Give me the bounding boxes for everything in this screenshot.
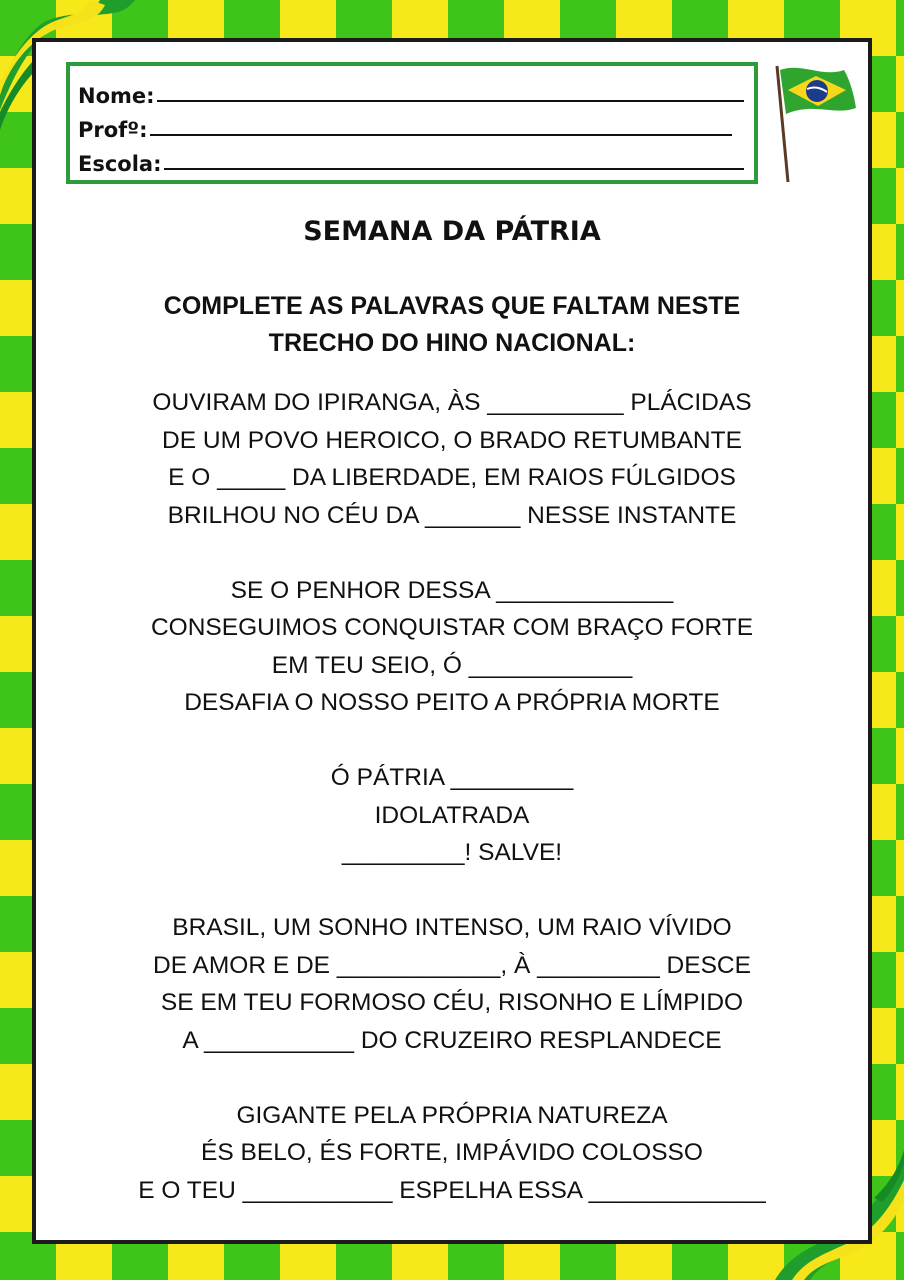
name-label: Nome: xyxy=(78,84,155,108)
teacher-line[interactable] xyxy=(150,134,732,136)
instructions xyxy=(36,288,868,362)
school-label: Escola: xyxy=(78,152,162,176)
verse-line: DESAFIA O NOSSO PEITO A PRÓPRIA MORTE xyxy=(184,689,720,716)
stanza xyxy=(36,572,868,722)
stanza xyxy=(36,909,868,1059)
anthem-excerpt xyxy=(36,384,868,1247)
verse-line: IDOLATRADA xyxy=(374,801,530,829)
verse-line: ÉS BELO, ÉS FORTE, IMPÁVIDO COLOSSO xyxy=(201,1139,703,1166)
brazil-flag-icon xyxy=(772,60,862,184)
name-field[interactable] xyxy=(78,74,744,108)
stanza xyxy=(36,759,868,872)
checker-square xyxy=(896,1064,904,1120)
checker-square xyxy=(896,448,904,504)
checker-square xyxy=(896,672,904,728)
checker-square xyxy=(896,0,904,56)
stanza xyxy=(36,384,868,534)
verse-line: _________! SALVE! xyxy=(341,839,563,866)
instructions-line: COMPLETE AS PALAVRAS QUE FALTAM NESTE xyxy=(163,292,741,320)
teacher-label: Profº: xyxy=(78,118,148,142)
checker-square xyxy=(896,784,904,840)
checker-square xyxy=(896,728,904,784)
school-field[interactable] xyxy=(78,142,744,176)
stanza xyxy=(36,1097,868,1210)
student-info-box xyxy=(66,62,758,184)
checker-square xyxy=(896,840,904,896)
verse-line: OUVIRAM DO IPIRANGA, ÀS __________ PLÁCIDAS xyxy=(152,389,752,416)
verse-line: SE O PENHOR DESSA _____________ xyxy=(230,576,674,604)
checker-square xyxy=(896,896,904,952)
checker-square xyxy=(896,392,904,448)
verse-line: GIGANTE PELA PRÓPRIA NATUREZA xyxy=(236,1101,668,1129)
verse-line: BRASIL, UM SONHO INTENSO, UM RAIO VÍVIDO xyxy=(172,914,732,941)
checker-square xyxy=(896,616,904,672)
name-line[interactable] xyxy=(157,100,744,102)
verse-line: E O TEU ___________ ESPELHA ESSA _____________ xyxy=(138,1176,766,1204)
verse-line: E O _____ DA LIBERDADE, EM RAIOS FÚLGIDOS xyxy=(168,464,736,491)
checker-square xyxy=(896,224,904,280)
verse-line: DE UM POVO HEROICO, O BRADO RETUMBANTE xyxy=(162,426,742,454)
verse-line: A ___________ DO CRUZEIRO RESPLANDECE xyxy=(182,1026,722,1054)
verse-line: Ó PÁTRIA _________ xyxy=(330,764,574,791)
verse-line: SE EM TEU FORMOSO CÉU, RISONHO E LÍMPIDO xyxy=(160,989,744,1016)
verse-line: CONSEGUIMOS CONQUISTAR COM BRAÇO FORTE xyxy=(150,614,754,641)
checker-square xyxy=(896,952,904,1008)
checker-square xyxy=(896,56,904,112)
checker-square xyxy=(896,1008,904,1064)
checker-square xyxy=(896,336,904,392)
checker-square xyxy=(896,504,904,560)
checker-square xyxy=(896,560,904,616)
verse-line: EM TEU SEIO, Ó ____________ xyxy=(271,651,633,679)
teacher-field[interactable] xyxy=(78,108,744,142)
page-title: SEMANA DA PÁTRIA xyxy=(303,216,601,247)
checker-square xyxy=(896,280,904,336)
verse-line: BRILHOU NO CÉU DA _______ NESSE INSTANTE xyxy=(167,501,737,529)
school-line[interactable] xyxy=(164,168,745,170)
checker-square xyxy=(896,168,904,224)
verse-line: DE AMOR E DE ____________, À _________ DESCE xyxy=(153,951,751,979)
checker-square xyxy=(896,112,904,168)
instructions-line: TRECHO DO HINO NACIONAL: xyxy=(268,329,636,357)
worksheet xyxy=(32,38,872,1244)
